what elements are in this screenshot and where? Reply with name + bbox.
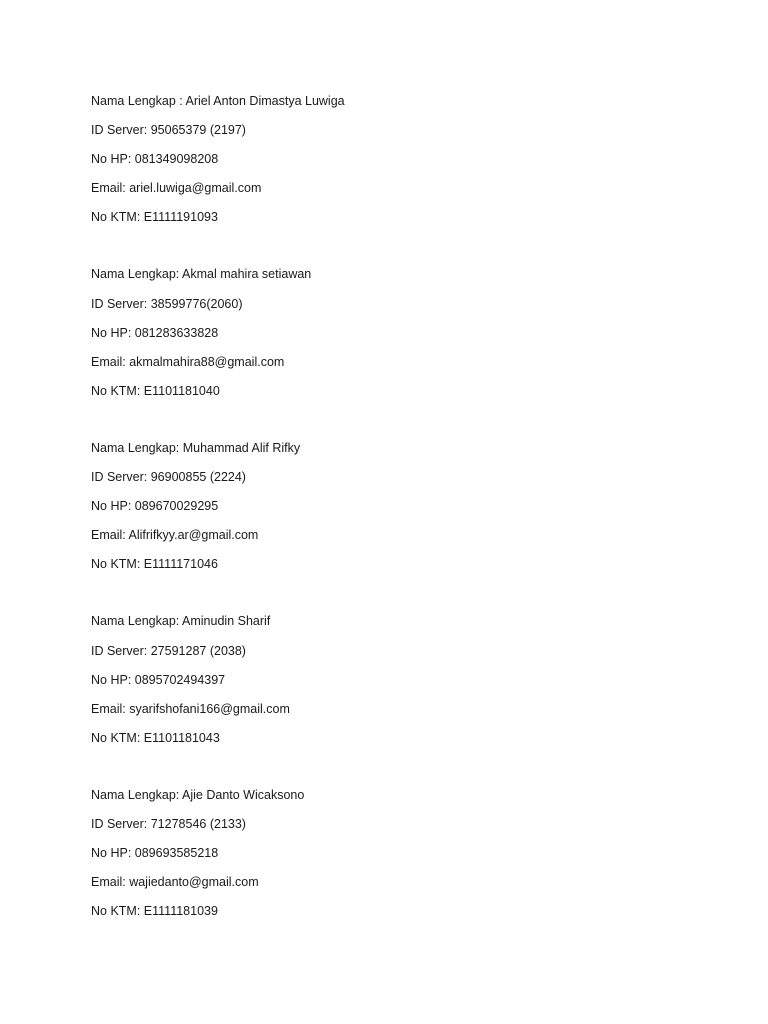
record-3	[91, 438, 691, 583]
full-name: Nama Lengkap: Akmal mahira setiawan	[91, 267, 312, 282]
phone-number: No HP: 0895702494397	[91, 672, 226, 687]
phone-number: No HP: 089693585218	[91, 846, 219, 861]
record-1	[91, 91, 691, 236]
email-address: Email: ariel.luwiga@gmail.com	[91, 181, 262, 196]
member-records	[91, 91, 691, 958]
phone-number: No HP: 081283633828	[91, 325, 219, 340]
full-name: Nama Lengkap : Ariel Anton Dimastya Luwiga	[91, 94, 345, 108]
phone-number: No HP: 081349098208	[91, 152, 219, 167]
email-address: Email: syarifshofani166@gmail.com	[91, 701, 290, 716]
student-card-number: No KTM: E1101181043	[91, 730, 220, 745]
phone-number: No HP: 089670029295	[91, 499, 219, 514]
student-card-number: No KTM: E1111181039	[91, 904, 218, 919]
student-card-number: No KTM: E1101181040	[91, 383, 220, 398]
record-5	[91, 785, 691, 930]
server-id: ID Server: 95065379 (2197)	[91, 123, 246, 138]
full-name: Nama Lengkap: Ajie Danto Wicaksono	[91, 787, 305, 802]
email-address: Email: Alifrifkyy.ar@gmail.com	[91, 528, 259, 543]
full-name: Nama Lengkap: Muhammad Alif Rifky	[91, 440, 301, 455]
server-id: ID Server: 27591287 (2038)	[91, 643, 246, 658]
full-name: Nama Lengkap: Aminudin Sharif	[91, 614, 271, 629]
email-address: Email: akmalmahira88@gmail.com	[91, 354, 285, 369]
server-id: ID Server: 96900855 (2224)	[91, 470, 246, 485]
student-card-number: No KTM: E1111171046	[91, 557, 218, 572]
email-address: Email: wajiedanto@gmail.com	[91, 875, 259, 890]
student-card-number: No KTM: E1111191093	[91, 210, 218, 225]
record-4	[91, 611, 691, 756]
record-2	[91, 264, 691, 409]
server-id: ID Server: 38599776(2060)	[91, 296, 243, 311]
server-id: ID Server: 71278546 (2133)	[91, 816, 246, 831]
